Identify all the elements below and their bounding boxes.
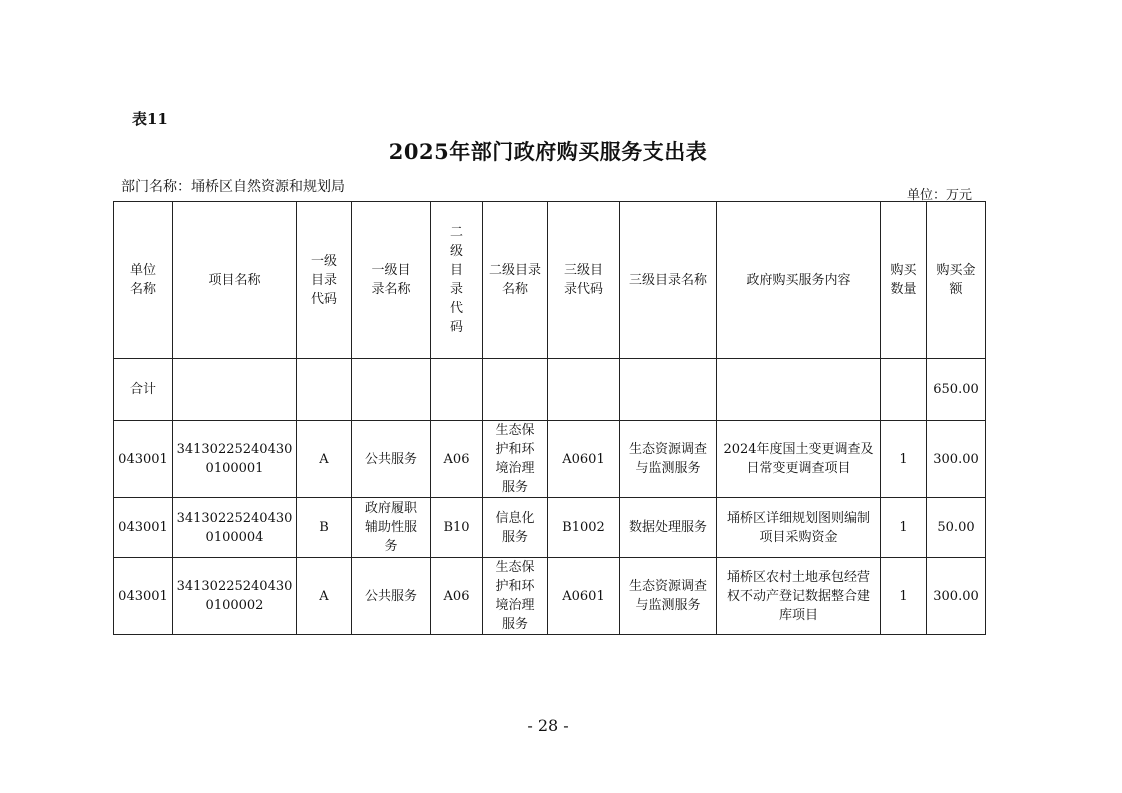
level1-name-cell: 公共服务 bbox=[352, 421, 431, 498]
table-row bbox=[114, 498, 986, 558]
header-quantity: 购买数量 bbox=[881, 202, 927, 359]
level2-name-cell: 信息化服务 bbox=[483, 498, 548, 558]
level2-name-cell: 生态保护和环境治理服务 bbox=[483, 421, 548, 498]
project-name-cell: 341302252404300100004 bbox=[173, 498, 297, 558]
service-content-cell: 2024年度国土变更调查及日常变更调查项目 bbox=[717, 421, 881, 498]
unit-name-cell: 043001 bbox=[114, 421, 173, 498]
service-content-cell: 埇桥区农村土地承包经营权不动产登记数据整合建库项目 bbox=[717, 558, 881, 635]
header-level3-code: 三级目录代码 bbox=[548, 202, 620, 359]
table-row bbox=[114, 558, 986, 635]
header-level2-code: 二级目录代码 bbox=[431, 202, 483, 359]
header-amount: 购买金额 bbox=[927, 202, 986, 359]
page-number: - 28 - bbox=[527, 716, 569, 735]
level3-name-cell: 生态资源调查与监测服务 bbox=[620, 421, 717, 498]
level3-name-cell: 生态资源调查与监测服务 bbox=[620, 558, 717, 635]
level2-code-cell: A06 bbox=[431, 421, 483, 498]
header-row bbox=[114, 202, 986, 359]
header-level3-name: 三级目录名称 bbox=[620, 202, 717, 359]
department-name: 部门名称：埇桥区自然资源和规划局 bbox=[121, 179, 345, 195]
quantity-cell: 1 bbox=[881, 421, 927, 498]
project-name-cell: 341302252404300100002 bbox=[173, 558, 297, 635]
level1-code-cell: A bbox=[297, 421, 352, 498]
amount-cell: 300.00 bbox=[927, 558, 986, 635]
header-unit-name: 单位名称 bbox=[114, 202, 173, 359]
level1-code-cell: A bbox=[297, 558, 352, 635]
level2-code-cell: B10 bbox=[431, 498, 483, 558]
purchase-services-table bbox=[113, 201, 986, 635]
level1-name-cell: 公共服务 bbox=[352, 558, 431, 635]
level1-code-cell: B bbox=[297, 498, 352, 558]
table-row bbox=[114, 421, 986, 498]
amount-cell: 50.00 bbox=[927, 498, 986, 558]
quantity-cell: 1 bbox=[881, 498, 927, 558]
service-content-cell: 埇桥区详细规划图则编制项目采购资金 bbox=[717, 498, 881, 558]
unit-label: 单位：万元 bbox=[906, 188, 972, 203]
header-project-name: 项目名称 bbox=[173, 202, 297, 359]
level3-name-cell: 数据处理服务 bbox=[620, 498, 717, 558]
project-name-cell: 341302252404300100001 bbox=[173, 421, 297, 498]
level1-name-cell: 政府履职辅助性服务 bbox=[352, 498, 431, 558]
level3-code-cell: A0601 bbox=[548, 558, 620, 635]
total-label: 合计 bbox=[114, 359, 173, 421]
amount-cell: 300.00 bbox=[927, 421, 986, 498]
page-title: 2025年部门政府购买服务支出表 bbox=[388, 139, 708, 164]
table-label: 表11 bbox=[132, 110, 168, 128]
unit-name-cell: 043001 bbox=[114, 498, 173, 558]
level3-code-cell: B1002 bbox=[548, 498, 620, 558]
total-row bbox=[114, 359, 986, 421]
level3-code-cell: A0601 bbox=[548, 421, 620, 498]
level2-code-cell: A06 bbox=[431, 558, 483, 635]
header-level1-name: 一级目录名称 bbox=[352, 202, 431, 359]
header-level1-code: 一级目录代码 bbox=[297, 202, 352, 359]
header-level2-name: 二级目录名称 bbox=[483, 202, 548, 359]
header-service-content: 政府购买服务内容 bbox=[717, 202, 881, 359]
quantity-cell: 1 bbox=[881, 558, 927, 635]
level2-name-cell: 生态保护和环境治理服务 bbox=[483, 558, 548, 635]
unit-name-cell: 043001 bbox=[114, 558, 173, 635]
total-amount: 650.00 bbox=[927, 359, 986, 421]
